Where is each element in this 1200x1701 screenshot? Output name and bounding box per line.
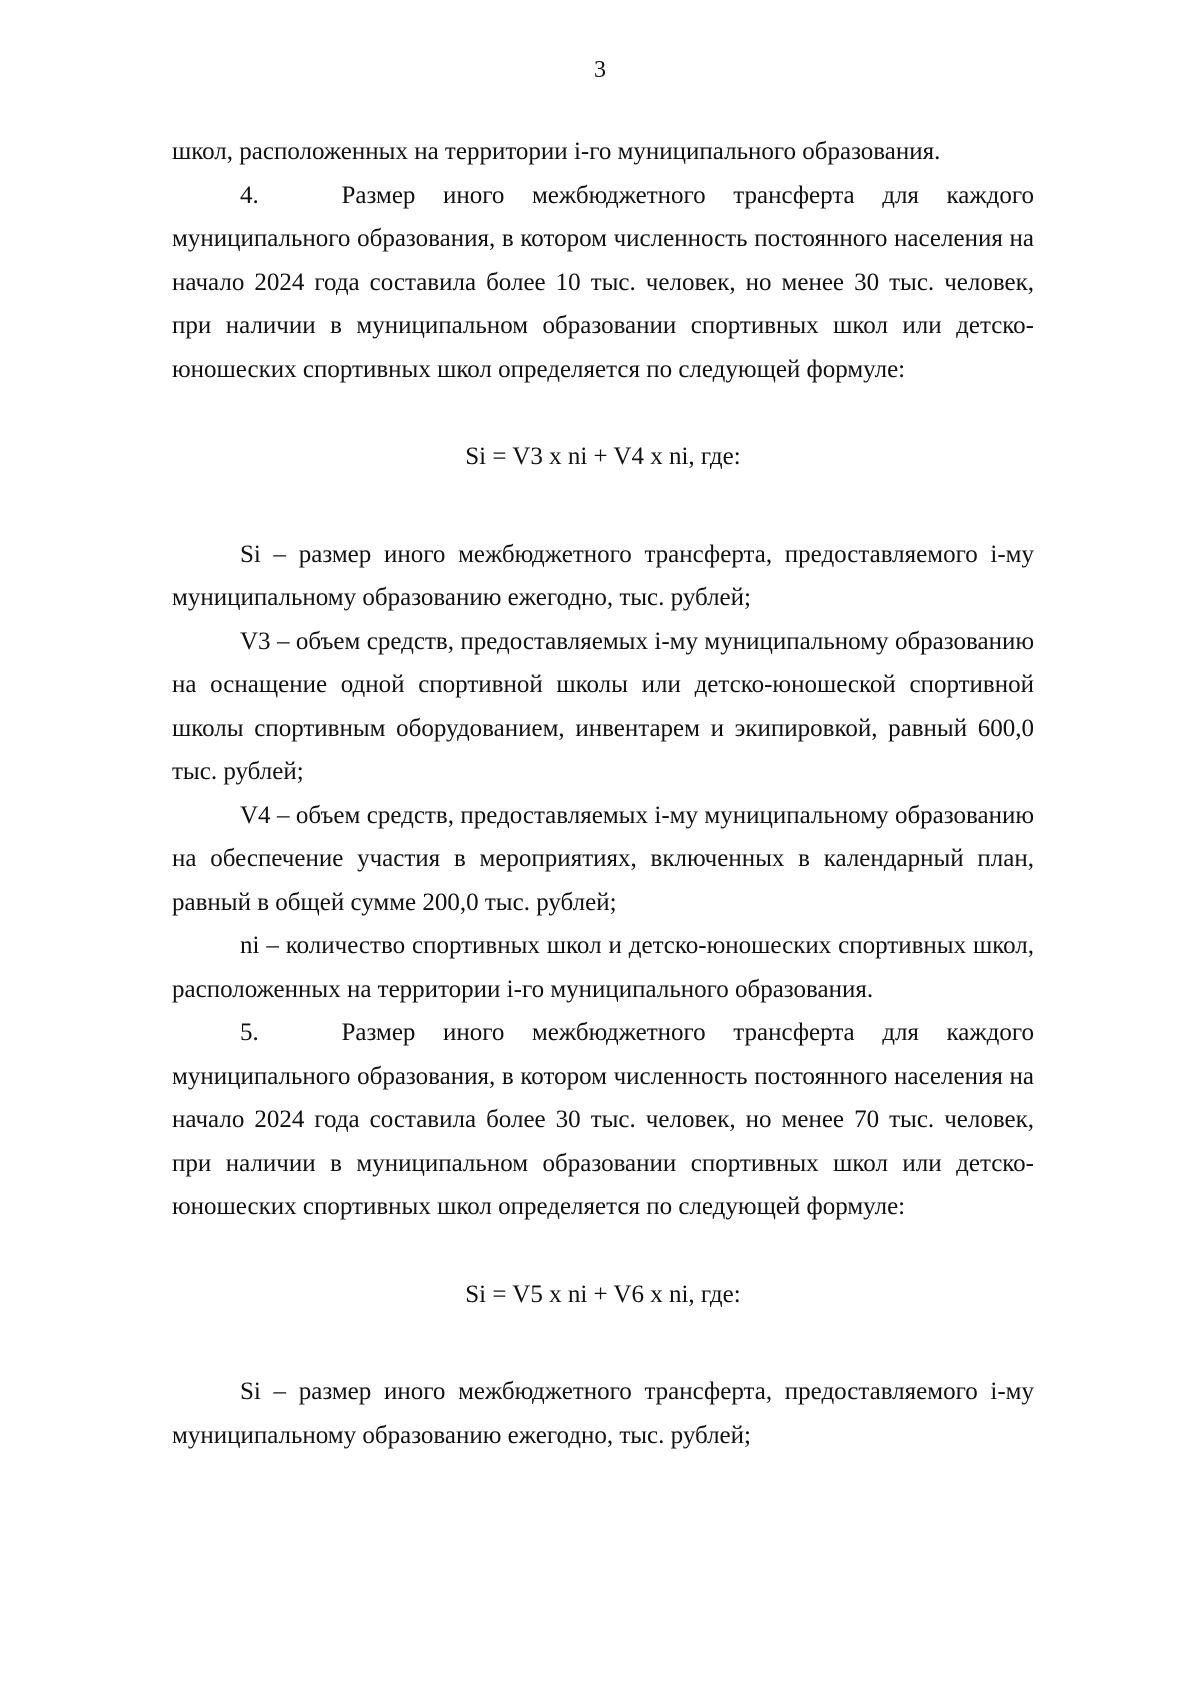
paragraph-item-4: 4. Размер иного межбюджетного трансферта для каждого муниципального образования, в котором численность постоянного населения на начало 2024 года составила более 10 тыс. человек, но менее 30 тыс. человек, при наличии в муниципальном образовании спортивных школ или детско-юношеских спортивных школ определяется по следующей формуле: <box>172 181 1034 383</box>
definition-si: Si – размер иного межбюджетного трансферта, предоставляемого i-му муниципальному образованию ежегодно, тыс. рублей; <box>172 540 1034 611</box>
definition-v3: V3 – объем средств, предоставляемых i-му муниципальному образованию на оснащение одной спортивной школы или детско-юношеской спортивной школы спортивным оборудованием, инвентарем и экипировкой, равный 600,0 тыс. рублей; <box>172 627 1034 785</box>
paragraph-continuation: школ, расположенных на территории i-го муниципального образования. <box>172 138 941 165</box>
formula-1: Si = V3 x ni + V4 x ni, где: <box>465 443 741 470</box>
definition-si-2: Si – размер иного межбюджетного трансферта, предоставляемого i-му муниципальному образованию ежегодно, тыс. рублей; <box>172 1378 1034 1449</box>
paragraph-item-5: 5. Размер иного межбюджетного трансферта для каждого муниципального образования, в котором численность постоянного населения на начало 2024 года составила более 30 тыс. человек, но менее 70 тыс. человек, при наличии в муниципальном образовании спортивных школ или детско-юношеских спортивных школ определяется по следующей формуле: <box>172 1019 1034 1220</box>
document-body <box>172 130 1034 1457</box>
page-number: 3 <box>594 57 606 83</box>
definition-ni: ni – количество спортивных школ и детско-юношеских спортивных школ, расположенных на территории i-го муниципального образования. <box>172 932 1034 1003</box>
formula-2: Si = V5 x ni + V6 x ni, где: <box>465 1280 741 1308</box>
definition-v4: V4 – объем средств, предоставляемых i-му муниципальному образованию на обеспечение участия в мероприятиях, включенных в календарный план, равный в общей сумме 200,0 тыс. рублей; <box>172 801 1034 916</box>
